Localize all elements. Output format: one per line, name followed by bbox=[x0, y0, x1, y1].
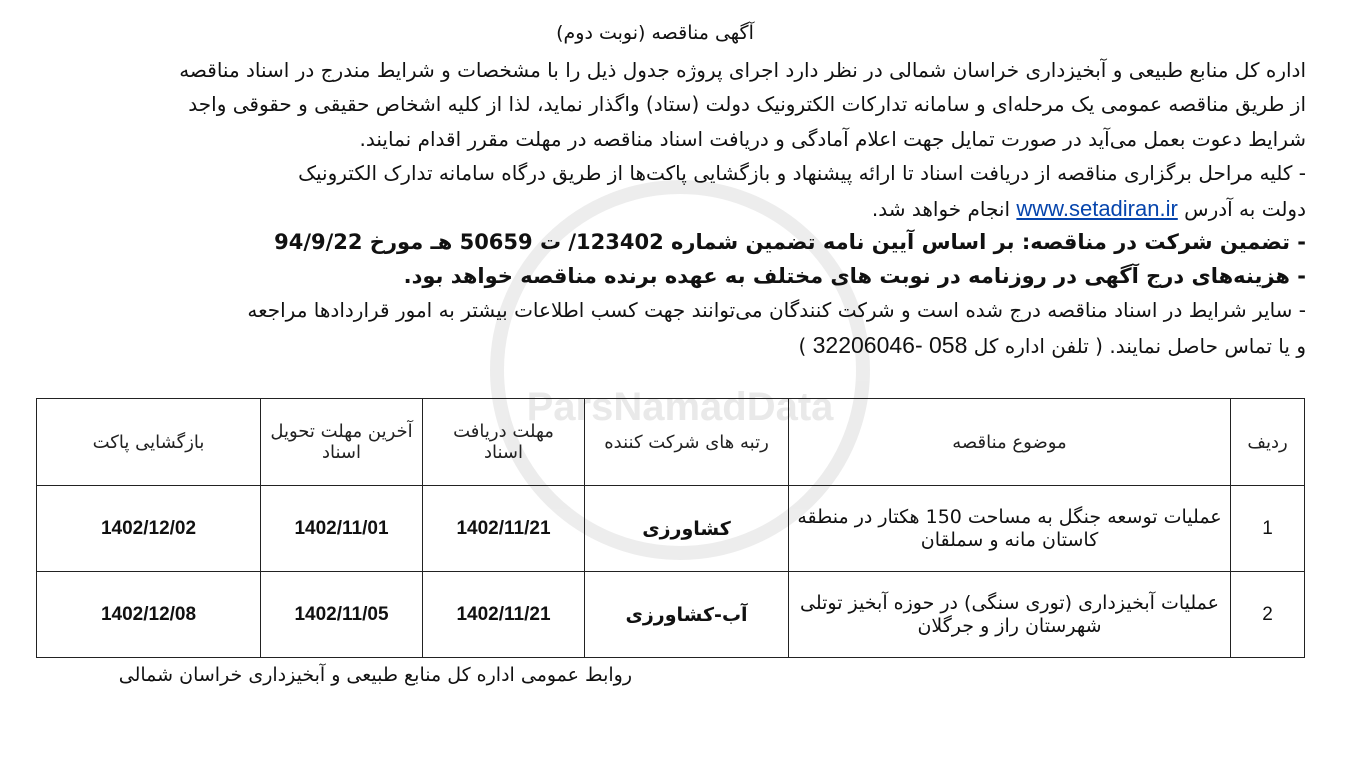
notice-paragraph-5-line-2 bbox=[305, 333, 1306, 359]
guarantee-clause: - تضمین شرکت در مناقصه: بر اساس آیین نامه تضمین شماره 123402/ ت 50659 هـ مورخ 94/9/22 bbox=[274, 230, 1306, 254]
address-suffix: انجام خواهد شد. bbox=[871, 197, 1011, 221]
grade-cell: کشاورزی bbox=[585, 486, 789, 572]
address-prefix: دولت به آدرس bbox=[1184, 197, 1306, 221]
submit-deadline-cell: 1402/11/05 bbox=[261, 572, 423, 658]
opening-cell: 1402/12/08 bbox=[37, 572, 261, 658]
watermark-brand: ParsNamadData bbox=[526, 385, 834, 429]
tenders-table bbox=[36, 398, 1305, 658]
notice-paragraph-2-line-2 bbox=[30, 196, 1306, 222]
contact-text: و یا تماس حاصل نمایند. ( تلفن اداره کل bbox=[973, 334, 1306, 358]
header-subject: موضوع مناقصه bbox=[789, 399, 1231, 486]
row-no-cell: 2 bbox=[1231, 572, 1305, 658]
grade-cell: آب-کشاورزی bbox=[585, 572, 789, 658]
submit-deadline-cell: 1402/11/01 bbox=[261, 486, 423, 572]
contact-close: ) bbox=[798, 334, 807, 358]
notice-title: آگهی مناقصه (نوبت دوم) bbox=[556, 22, 754, 44]
subject-cell: عملیات آبخیزداری (توری سنگی) در حوزه آبخیز توتلی شهرستان راز و جرگلان bbox=[789, 572, 1231, 658]
subject-cell: عملیات توسعه جنگل به مساحت 150 هکتار در منطقه کاستان مانه و سملقان bbox=[789, 486, 1231, 572]
header-row-no: ردیف bbox=[1231, 399, 1305, 486]
notice-paragraph-1-line-3: شرایط دعوت بعمل می‌آید در صورت تمایل جهت اعلام آمادگی و دریافت اسناد مناقصه در مهلت مقرر اقدام نمایند. bbox=[359, 127, 1306, 151]
row-no-cell: 1 bbox=[1231, 486, 1305, 572]
notice-paragraph-2-line-1: - کلیه مراحل برگزاری مناقصه از دریافت اسناد تا ارائه پیشنهاد و بازگشایی پاکت‌ها از طریق درگاه سامانه تدارک الکترونیک bbox=[298, 161, 1306, 185]
header-grade: رتبه های شرکت کننده bbox=[585, 399, 789, 486]
receive-deadline-cell: 1402/11/21 bbox=[423, 572, 585, 658]
phone-number: 32206046- 058 bbox=[812, 332, 968, 358]
header-receive-deadline: مهلت دریافت اسناد bbox=[423, 399, 585, 486]
opening-cell: 1402/12/02 bbox=[37, 486, 261, 572]
table-row bbox=[37, 572, 1305, 658]
table-header-row bbox=[37, 399, 1305, 486]
advertising-cost-clause: - هزینه‌های درج آگهی در روزنامه در نوبت های مختلف به عهده برنده مناقصه خواهد بود. bbox=[403, 264, 1306, 288]
notice-paragraph-1-line-2: از طریق مناقصه عمومی یک مرحله‌ای و سامانه تدارکات الکترونیک دولت (ستاد) واگذار نماید، لذا از کلیه اشخاص حقیقی و حقوقی واجد bbox=[188, 92, 1306, 116]
header-opening: بازگشایی پاکت bbox=[37, 399, 261, 486]
public-relations-signature: روابط عمومی اداره کل منابع طبیعی و آبخیزداری خراسان شمالی bbox=[118, 664, 632, 686]
table-row bbox=[37, 486, 1305, 572]
notice-paragraph-5-line-1: - سایر شرایط در اسناد مناقصه درج شده است و شرکت کنندگان می‌توانند جهت کسب اطلاعات بیشتر به امور قراردادها مراجعه bbox=[247, 298, 1306, 322]
receive-deadline-cell: 1402/11/21 bbox=[423, 486, 585, 572]
setadiran-link[interactable]: www.setadiran.ir bbox=[1016, 196, 1178, 221]
header-submit-deadline: آخرین مهلت تحویل اسناد bbox=[261, 399, 423, 486]
notice-paragraph-1-line-1: اداره کل منابع طبیعی و آبخیزداری خراسان شمالی در نظر دارد اجرای پروژه جدول ذیل را با مشخصات و شرایط مندرج در اسناد مناقصه bbox=[179, 58, 1306, 82]
